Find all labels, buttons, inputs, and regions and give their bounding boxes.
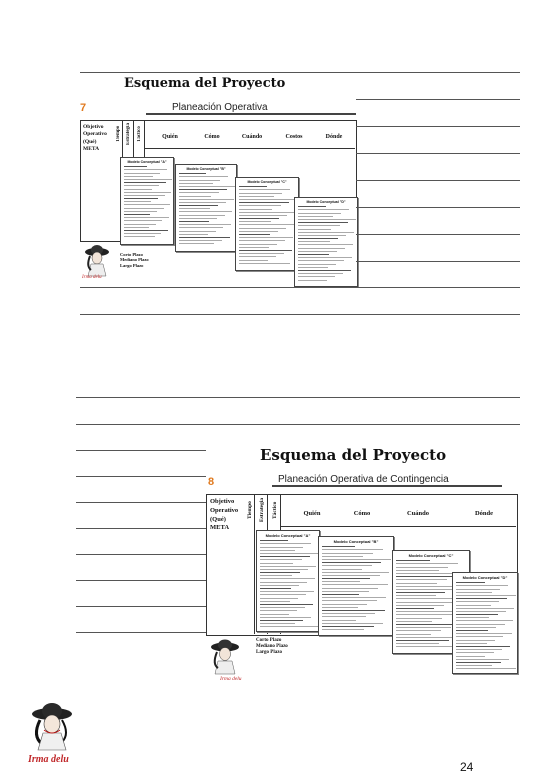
card-text-line bbox=[124, 176, 153, 177]
card-text-line bbox=[298, 235, 346, 236]
card-text-line bbox=[298, 222, 348, 223]
slide-title: Esquema del Proyecto bbox=[260, 446, 447, 464]
card-text-line bbox=[124, 195, 165, 196]
card-text-line bbox=[239, 250, 292, 251]
card-text-line bbox=[260, 588, 291, 589]
card-text-line bbox=[298, 270, 351, 271]
hline bbox=[280, 526, 516, 527]
card-text-line bbox=[396, 614, 452, 615]
card-text-line bbox=[260, 572, 300, 573]
card-text-line bbox=[396, 576, 457, 577]
card-text-line bbox=[456, 605, 491, 606]
card-text-line bbox=[322, 549, 383, 550]
rule-line bbox=[356, 234, 520, 235]
card-text-line bbox=[260, 623, 295, 624]
rule-line bbox=[80, 72, 520, 73]
card-text-line bbox=[124, 173, 160, 174]
slide-subtitle: Planeación Operativa bbox=[146, 102, 356, 115]
card-text-line bbox=[396, 621, 432, 622]
card-text-line bbox=[456, 595, 516, 596]
col-como: Cómo bbox=[353, 510, 371, 517]
card-text-line bbox=[298, 216, 333, 217]
label-operativo: Operativo bbox=[83, 131, 107, 138]
rule-line bbox=[76, 632, 206, 633]
card-text-line bbox=[456, 585, 508, 586]
card-text-line bbox=[456, 592, 492, 593]
card-text-line bbox=[260, 540, 288, 541]
card-text-line bbox=[179, 173, 206, 174]
card-text-line bbox=[179, 192, 219, 193]
brand-name-large: Irma delu bbox=[28, 754, 69, 765]
card-text-line bbox=[239, 234, 270, 235]
card-text-line bbox=[322, 562, 381, 563]
card-text-line bbox=[179, 215, 225, 216]
card-text-line bbox=[298, 232, 354, 233]
card-text-line bbox=[456, 646, 510, 647]
card-text-line bbox=[260, 553, 318, 554]
card-text-line bbox=[298, 280, 327, 281]
card-text-line bbox=[322, 556, 363, 557]
card-text-line bbox=[322, 546, 355, 547]
card-text-line bbox=[322, 623, 383, 624]
rule-line bbox=[76, 554, 206, 555]
card-text-line bbox=[239, 189, 290, 190]
card-text-line bbox=[396, 634, 431, 635]
card-text-line bbox=[239, 253, 284, 254]
card-text-line bbox=[456, 662, 501, 663]
card-text-line bbox=[322, 584, 388, 585]
card-text-line bbox=[396, 640, 449, 641]
card-text-line bbox=[239, 196, 274, 197]
brand-name-small: Irma delu bbox=[220, 676, 242, 682]
card-text-line bbox=[322, 620, 356, 621]
card-text-line bbox=[396, 579, 447, 580]
card-text-line bbox=[179, 202, 226, 203]
vline bbox=[254, 494, 255, 634]
card-text-line bbox=[456, 627, 496, 628]
rule-line bbox=[76, 580, 206, 581]
card-text-line bbox=[124, 179, 172, 180]
header-tactico: Táctico bbox=[272, 501, 278, 519]
card-text-line bbox=[322, 565, 372, 566]
card-text-line bbox=[456, 630, 488, 631]
card-text-line bbox=[260, 617, 311, 618]
card-text-line bbox=[124, 166, 147, 167]
card-text-line bbox=[260, 614, 289, 615]
card-text-line bbox=[179, 176, 228, 177]
card-text-line bbox=[239, 260, 268, 261]
rule-line bbox=[356, 261, 520, 262]
col-costos: Costos bbox=[285, 134, 303, 140]
card-text-line bbox=[298, 254, 329, 255]
card-text-line bbox=[260, 598, 298, 599]
card-text-line bbox=[179, 243, 214, 244]
card-text-line bbox=[298, 229, 331, 230]
card-text-line bbox=[239, 247, 269, 248]
card-text-line bbox=[456, 614, 498, 615]
card-text-line bbox=[124, 169, 167, 170]
brand-logo-large bbox=[22, 700, 82, 762]
card-text-line bbox=[260, 543, 311, 544]
rule-line bbox=[356, 153, 520, 154]
col-quien: Quién bbox=[303, 510, 321, 517]
model-card-b: Modelo Conceptual "B" bbox=[175, 164, 237, 252]
col-donde: Dónde bbox=[474, 510, 494, 517]
card-text-line bbox=[298, 276, 335, 277]
card-text-line bbox=[396, 637, 459, 638]
card-text-line bbox=[396, 608, 434, 609]
card-text-line bbox=[456, 624, 505, 625]
card-text-line bbox=[396, 567, 448, 568]
page-number: 24 bbox=[460, 760, 474, 774]
card-text-line bbox=[260, 626, 318, 627]
card-text-line bbox=[239, 199, 297, 200]
card-text-line bbox=[396, 589, 455, 590]
card-text-line bbox=[396, 570, 439, 571]
header-tactico: Táctico bbox=[137, 126, 142, 142]
card-text-line bbox=[260, 610, 297, 611]
card-text-line bbox=[322, 559, 391, 560]
card-text-line bbox=[260, 547, 303, 548]
card-text-line bbox=[456, 659, 509, 660]
card-text-line bbox=[322, 588, 378, 589]
card-text-line bbox=[456, 611, 506, 612]
card-text-line bbox=[322, 613, 375, 614]
card-text-line bbox=[239, 218, 279, 219]
model-card-d: Modelo Conceptual "D" bbox=[294, 197, 358, 287]
rule-line bbox=[76, 606, 206, 607]
card-text-line bbox=[456, 665, 492, 666]
card-text-line bbox=[260, 620, 303, 621]
card-text-line bbox=[239, 205, 281, 206]
card-text-line bbox=[322, 581, 360, 582]
card-text-line bbox=[124, 236, 155, 237]
card-text-line bbox=[239, 244, 277, 245]
card-text-line bbox=[456, 636, 503, 637]
rule-line bbox=[76, 528, 206, 529]
slide-title: Esquema del Proyecto bbox=[124, 76, 286, 91]
card-text-line bbox=[179, 231, 216, 232]
card-text-line bbox=[396, 595, 436, 596]
rule-line bbox=[356, 126, 520, 127]
card-text-line bbox=[322, 578, 370, 579]
card-text-line bbox=[396, 560, 430, 561]
card-text-line bbox=[322, 607, 358, 608]
slide-contingency-planning bbox=[206, 440, 520, 696]
card-text-line bbox=[124, 227, 149, 228]
card-text-line bbox=[396, 605, 444, 606]
card-text-line bbox=[260, 601, 290, 602]
card-text-line bbox=[456, 582, 485, 583]
card-text-line bbox=[124, 217, 169, 218]
label-objetivo: Objetivo bbox=[210, 498, 235, 505]
card-text-line bbox=[322, 604, 367, 605]
hline bbox=[144, 148, 355, 149]
card-text-line bbox=[239, 202, 289, 203]
card-text-line bbox=[124, 182, 166, 183]
card-text-line bbox=[260, 550, 295, 551]
card-text-line bbox=[124, 198, 158, 199]
card-text-line bbox=[322, 597, 386, 598]
objective-labels bbox=[83, 124, 107, 154]
label-objetivo: Objetivo bbox=[83, 124, 104, 130]
label-que: (Qué) bbox=[210, 515, 226, 523]
model-card-c: Modelo Conceptual "C" bbox=[235, 177, 299, 271]
card-text-line bbox=[456, 608, 514, 609]
card-text-line bbox=[322, 594, 359, 595]
card-text-line bbox=[396, 583, 437, 584]
card-text-line bbox=[179, 205, 218, 206]
card-text-line bbox=[179, 218, 217, 219]
card-text-line bbox=[260, 563, 293, 564]
slide-number: 7 bbox=[80, 102, 87, 114]
card-text-line bbox=[456, 589, 500, 590]
card-text-line bbox=[298, 213, 341, 214]
card-text-line bbox=[456, 617, 489, 618]
card-text-line bbox=[456, 640, 495, 641]
card-text-line bbox=[456, 668, 516, 669]
card-text-line bbox=[298, 251, 337, 252]
header-estrategia: Estrategia bbox=[126, 123, 131, 145]
header-tiempo: Tiempo bbox=[247, 501, 253, 519]
model-card-a: Modelo Conceptual "A" bbox=[120, 157, 174, 245]
card-text-line bbox=[396, 627, 451, 628]
card-text-line bbox=[239, 256, 276, 257]
label-meta: META bbox=[210, 524, 230, 532]
card-text-line bbox=[322, 616, 366, 617]
col-cuando: Cuándo bbox=[406, 510, 430, 517]
card-text-line bbox=[298, 264, 336, 265]
card-text-line bbox=[396, 618, 442, 619]
card-text-line bbox=[260, 582, 307, 583]
card-text-line bbox=[239, 228, 286, 229]
card-text-line bbox=[179, 186, 235, 187]
rule-line bbox=[76, 397, 520, 398]
card-text-line bbox=[396, 563, 458, 564]
model-card-a: Modelo Conceptual "A" bbox=[256, 530, 320, 632]
card-text-line bbox=[124, 204, 170, 205]
card-text-line bbox=[124, 185, 159, 186]
card-text-line bbox=[396, 630, 441, 631]
rule-line bbox=[356, 207, 520, 208]
card-text-line bbox=[179, 224, 231, 225]
label-meta: META bbox=[83, 146, 100, 153]
card-text-line bbox=[298, 260, 344, 261]
rule-line bbox=[80, 314, 520, 315]
card-text-line bbox=[260, 604, 313, 605]
card-text-line bbox=[396, 624, 461, 625]
card-text-line bbox=[260, 585, 299, 586]
card-text-line bbox=[396, 592, 445, 593]
card-text-line bbox=[298, 225, 340, 226]
card-text-line bbox=[322, 626, 374, 627]
card-text-line bbox=[298, 209, 349, 210]
card-text-line bbox=[298, 248, 345, 249]
card-text-line bbox=[179, 211, 232, 212]
card-text-line bbox=[322, 629, 364, 630]
slide-subtitle: Planeación Operativa de Contingencia bbox=[272, 474, 502, 487]
card-text-line bbox=[179, 199, 234, 200]
slide-number: 8 bbox=[208, 476, 215, 488]
card-text-line bbox=[239, 212, 295, 213]
card-text-line bbox=[179, 221, 209, 222]
brand-name-small: Irma delu bbox=[82, 275, 102, 280]
card-text-line bbox=[260, 575, 292, 576]
card-text-line bbox=[239, 240, 285, 241]
card-text-line bbox=[179, 208, 210, 209]
label-que: (Qué) bbox=[83, 138, 97, 145]
card-text-line bbox=[396, 602, 454, 603]
card-text-line bbox=[124, 220, 162, 221]
card-text-line bbox=[179, 183, 213, 184]
rule-line bbox=[76, 450, 206, 451]
card-text-line bbox=[124, 224, 156, 225]
card-text-line bbox=[456, 652, 494, 653]
card-text-line bbox=[124, 201, 151, 202]
card-text-line bbox=[179, 227, 223, 228]
card-text-line bbox=[124, 208, 164, 209]
card-text-line bbox=[239, 193, 282, 194]
card-text-line bbox=[260, 594, 306, 595]
card-text-line bbox=[456, 656, 485, 657]
card-text-line bbox=[260, 591, 314, 592]
card-text-line bbox=[179, 196, 211, 197]
card-text-line bbox=[124, 189, 152, 190]
card-text-line bbox=[239, 224, 294, 225]
card-text-line bbox=[298, 267, 328, 268]
card-text-line bbox=[179, 234, 208, 235]
model-card-b: Modelo Conceptual "B" bbox=[318, 536, 394, 636]
card-text-line bbox=[239, 215, 287, 216]
card-text-line bbox=[239, 186, 267, 187]
card-text-line bbox=[260, 566, 316, 567]
card-text-line bbox=[239, 231, 278, 232]
card-text-line bbox=[322, 572, 389, 573]
col-cuando: Cuándo bbox=[241, 134, 263, 140]
card-text-line bbox=[239, 263, 290, 264]
rule-line bbox=[80, 287, 520, 288]
card-text-line bbox=[298, 219, 356, 220]
card-text-line bbox=[260, 578, 315, 579]
rule-line bbox=[76, 424, 520, 425]
card-text-line bbox=[298, 244, 353, 245]
time-horizon-labels: Corto Plazo Mediano Plazo Largo Plazo bbox=[256, 638, 288, 655]
card-text-line bbox=[456, 620, 513, 621]
card-text-line bbox=[179, 189, 227, 190]
card-text-line bbox=[124, 192, 171, 193]
card-text-line bbox=[322, 600, 377, 601]
header-tiempo: Tiempo bbox=[116, 125, 121, 143]
header-estrategia: Estrategia bbox=[259, 497, 265, 523]
card-text-line bbox=[239, 209, 272, 210]
time-horizon-labels: Corto Plazo Mediano Plazo Largo Plazo bbox=[120, 252, 149, 268]
card-text-line bbox=[298, 241, 330, 242]
card-text-line bbox=[322, 575, 380, 576]
card-text-line bbox=[322, 553, 373, 554]
card-text-line bbox=[239, 237, 293, 238]
card-text-line bbox=[456, 643, 487, 644]
card-text-line bbox=[260, 559, 302, 560]
model-card-d: Modelo Conceptual "D" bbox=[452, 572, 518, 674]
rule-line bbox=[76, 476, 206, 477]
rule-line bbox=[76, 502, 206, 503]
card-text-line bbox=[124, 230, 168, 231]
col-donde: Dónde bbox=[325, 134, 343, 140]
slide-operative-planning bbox=[80, 72, 520, 290]
card-text-line bbox=[260, 607, 305, 608]
card-text-line bbox=[456, 649, 502, 650]
card-text-line bbox=[456, 601, 499, 602]
card-text-line bbox=[322, 610, 385, 611]
rule-line bbox=[356, 99, 520, 100]
card-text-line bbox=[456, 633, 512, 634]
card-text-line bbox=[179, 180, 220, 181]
card-text-line bbox=[124, 211, 157, 212]
card-text-line bbox=[298, 238, 338, 239]
card-text-line bbox=[124, 214, 150, 215]
card-text-line bbox=[298, 257, 352, 258]
card-text-line bbox=[124, 233, 161, 234]
card-text-line bbox=[456, 598, 507, 599]
card-text-line bbox=[322, 569, 362, 570]
card-text-line bbox=[239, 221, 271, 222]
objective-labels bbox=[210, 498, 238, 533]
rule-line bbox=[356, 180, 520, 181]
card-text-line bbox=[322, 591, 369, 592]
card-text-line bbox=[260, 569, 308, 570]
card-text-line bbox=[298, 206, 326, 207]
card-text-line bbox=[179, 237, 230, 238]
model-card-c: Modelo Conceptual "C" bbox=[392, 550, 470, 654]
card-text-line bbox=[298, 273, 343, 274]
label-operativo: Operativo bbox=[210, 506, 239, 514]
col-como: Cómo bbox=[204, 134, 220, 140]
card-text-line bbox=[260, 556, 310, 557]
card-text-line bbox=[396, 643, 439, 644]
col-quien: Quién bbox=[162, 134, 178, 140]
card-text-line bbox=[179, 240, 222, 241]
